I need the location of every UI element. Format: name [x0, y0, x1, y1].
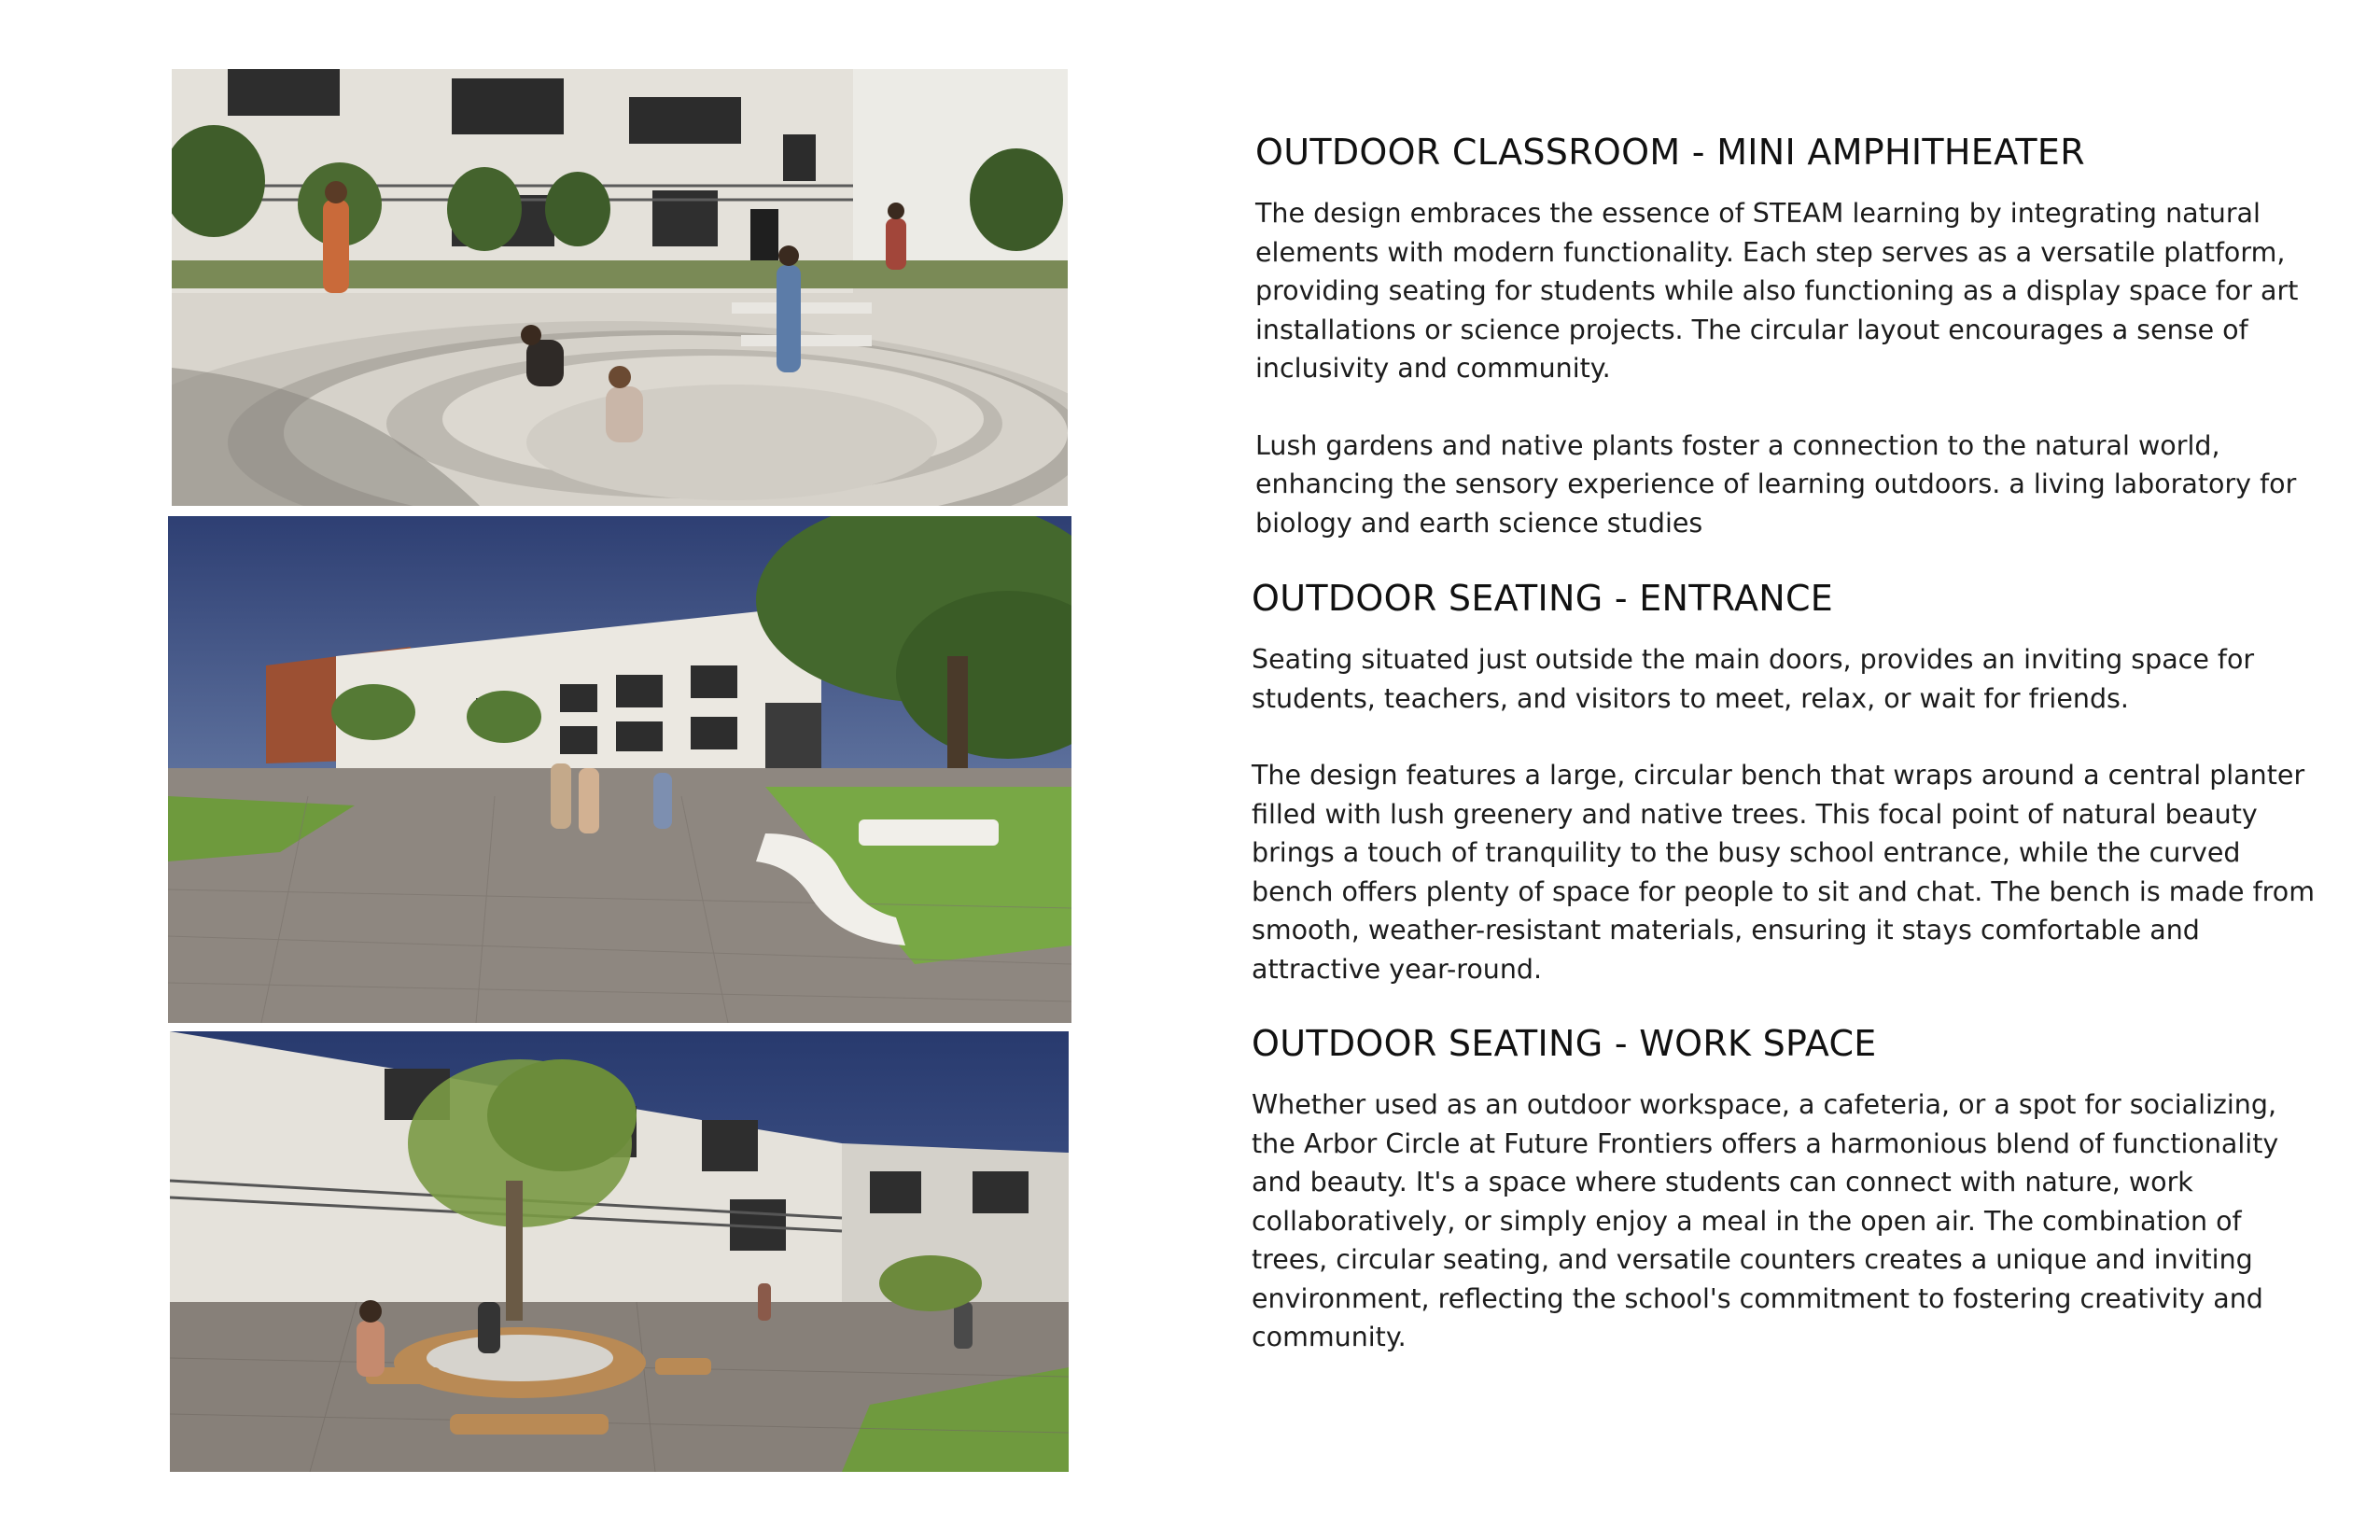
- section-heading: OUTDOOR CLASSROOM - MINI AMPHITHEATER: [1255, 132, 2085, 173]
- amphitheater-render: [172, 69, 1068, 506]
- section-paragraph: Whether used as an outdoor workspace, a cafeteria, or a spot for socializing, the Arbor Circle at Future Frontiers offers a harmonious blend of functionality and beauty. It's a space where students can connect with nature, work collaboratively, or simply enjoy a meal in the open air. The combination of trees, circular seating, and versatile counters creates a unique and inviting environment, reflecting the school's commitment to fostering creativity and community.: [1252, 1089, 2279, 1352]
- work-space-section: [1252, 1022, 2316, 1357]
- section-heading: OUTDOOR SEATING - ENTRANCE: [1252, 578, 1834, 619]
- section-heading: OUTDOOR SEATING - WORK SPACE: [1252, 1023, 1877, 1064]
- amphitheater-section: [1255, 131, 2319, 542]
- section-paragraph: The design features a large, circular bench that wraps around a central planter filled with lush greenery and native trees. This focal point of natural beauty brings a touch of tranquility to the busy school entrance, while the curved bench offers plenty of space for people to sit and chat. The bench is made from smooth, weather-resistant materials, ensuring it stays comfortable and attractive year-round.: [1252, 760, 2315, 985]
- section-paragraph: The design embraces the essence of STEAM learning by integrating natural elements with modern functionality. Each step serves as a versatile platform, providing seating for students while also functioning as a display space for art installations or science projects. The circular layout encourages a sense of inclusivity and community.: [1255, 198, 2299, 384]
- section-paragraph: Lush gardens and native plants foster a connection to the natural world, enhancing the sensory experience of learning outdoors. a living laboratory for biology and earth science studies: [1255, 429, 2297, 539]
- entrance-seating-render: [168, 516, 1071, 1023]
- work-space-render: [170, 1031, 1069, 1472]
- entrance-section: [1252, 577, 2316, 988]
- section-paragraph: Seating situated just outside the main doors, provides an inviting space for students, teachers, and visitors to meet, relax, or wait for friends.: [1252, 644, 2255, 714]
